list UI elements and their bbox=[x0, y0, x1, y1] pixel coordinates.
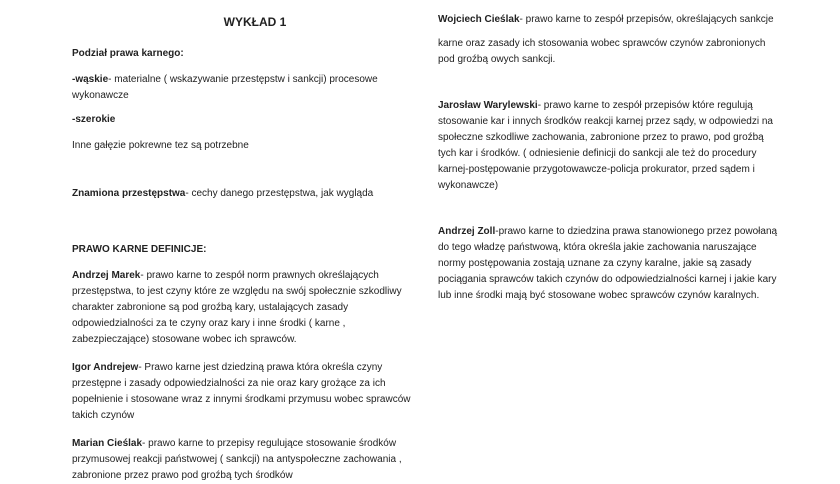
inne-paragraph: Inne gałęzie pokrewne tez są potrzebne bbox=[72, 140, 249, 151]
lecture-title: WYKŁAD 1 bbox=[223, 15, 287, 29]
waskie-term: -wąskie bbox=[72, 74, 109, 85]
waskie-text: - materialne ( wskazywanie przestępstw i sankcji) procesowe wykonawcze bbox=[72, 74, 378, 101]
definition-wojciech-cieslak-cont: karne oraz zasady ich stosowania wobec sprawców czynów zabronionych pod groźbą owych sankcji. bbox=[438, 38, 766, 65]
definition-marek bbox=[72, 268, 412, 348]
definition-author: Jarosław Warylewski bbox=[438, 100, 538, 111]
definition-text: - prawo karne to zespół przepisów, określających sankcje bbox=[519, 14, 774, 25]
definition-zoll bbox=[438, 224, 778, 304]
definition-warylewski bbox=[438, 98, 778, 194]
definition-author: Wojciech Cieślak bbox=[438, 14, 520, 25]
szerokie-term: -szerokie bbox=[72, 114, 116, 125]
definicje-heading: PRAWO KARNE DEFINICJE: bbox=[72, 244, 207, 255]
left-column bbox=[72, 0, 412, 484]
znamiona-text: - cechy danego przestępstwa, jak wygląda bbox=[185, 188, 374, 199]
definition-author: Igor Andrejew bbox=[72, 362, 139, 373]
definition-wojciech-cieslak-line1 bbox=[438, 12, 778, 28]
definition-text: -prawo karne to dziedzina prawa stanowionego przez powołaną do tego władzę państwową, która określa jakie zachowania naruszające normy postępowania zostają uznane za czyny karalne, jakie są zasady pociągania sprawców takich czynów do odpowiedzialności karnej i jakie kary lub inne środki mają być stosowane wobec sprawców czynów karalnych. bbox=[438, 226, 778, 301]
definition-text: - prawo karne to zespół norm prawnych określających przestępstwa, to jest czyny które ze względu na swój społecznie szkodliwy charakter zabronione są pod groźbą kary, ustalających zasady odpowiedzialności za te czyny oraz kary i inne środki ( karne , zabezpieczające) stosowane wobec ich sprawców. bbox=[72, 270, 402, 345]
znamiona-paragraph bbox=[72, 186, 412, 202]
podzial-heading: Podział prawa karnego: bbox=[72, 48, 184, 59]
definition-author: Andrzej Zoll bbox=[438, 226, 496, 237]
definition-text: - Prawo karne jest dziedziną prawa która określa czyny przestępne i zasady odpowiedzialności za nie oraz kary grożące za ich popełnienie i stosowane wraz z innymi środkami przymusu wobec sprawców takich czynów bbox=[72, 362, 411, 421]
definition-author: Marian Cieślak bbox=[72, 438, 143, 449]
definition-text: - prawo karne to przepisy regulujące stosowanie środków przymusowej reakcji państwowej ( sankcji) na antyspołeczne zachowania , zabronione przez prawo pod groźbą tych środków bbox=[72, 438, 402, 481]
definition-author: Andrzej Marek bbox=[72, 270, 141, 281]
definition-marian-cieslak bbox=[72, 436, 412, 484]
znamiona-term: Znamiona przestępstwa bbox=[72, 188, 186, 199]
definition-andrejew bbox=[72, 360, 412, 424]
right-column bbox=[438, 12, 778, 304]
waskie-paragraph bbox=[72, 72, 412, 104]
definition-text: - prawo karne to zespół przepisów które regulują stosowanie kar i innych środków reakcji karnej przez sądy, w odpowiedzi na społeczne szkodliwe zachowania, zabronione przez to prawo, pod groźbą tych kar i środków. ( odniesienie definicji do sankcji ale też do procedury karnej-postępowanie przygotowawcze-policja prokurator, przed sądem i wykonawcze) bbox=[438, 100, 773, 191]
